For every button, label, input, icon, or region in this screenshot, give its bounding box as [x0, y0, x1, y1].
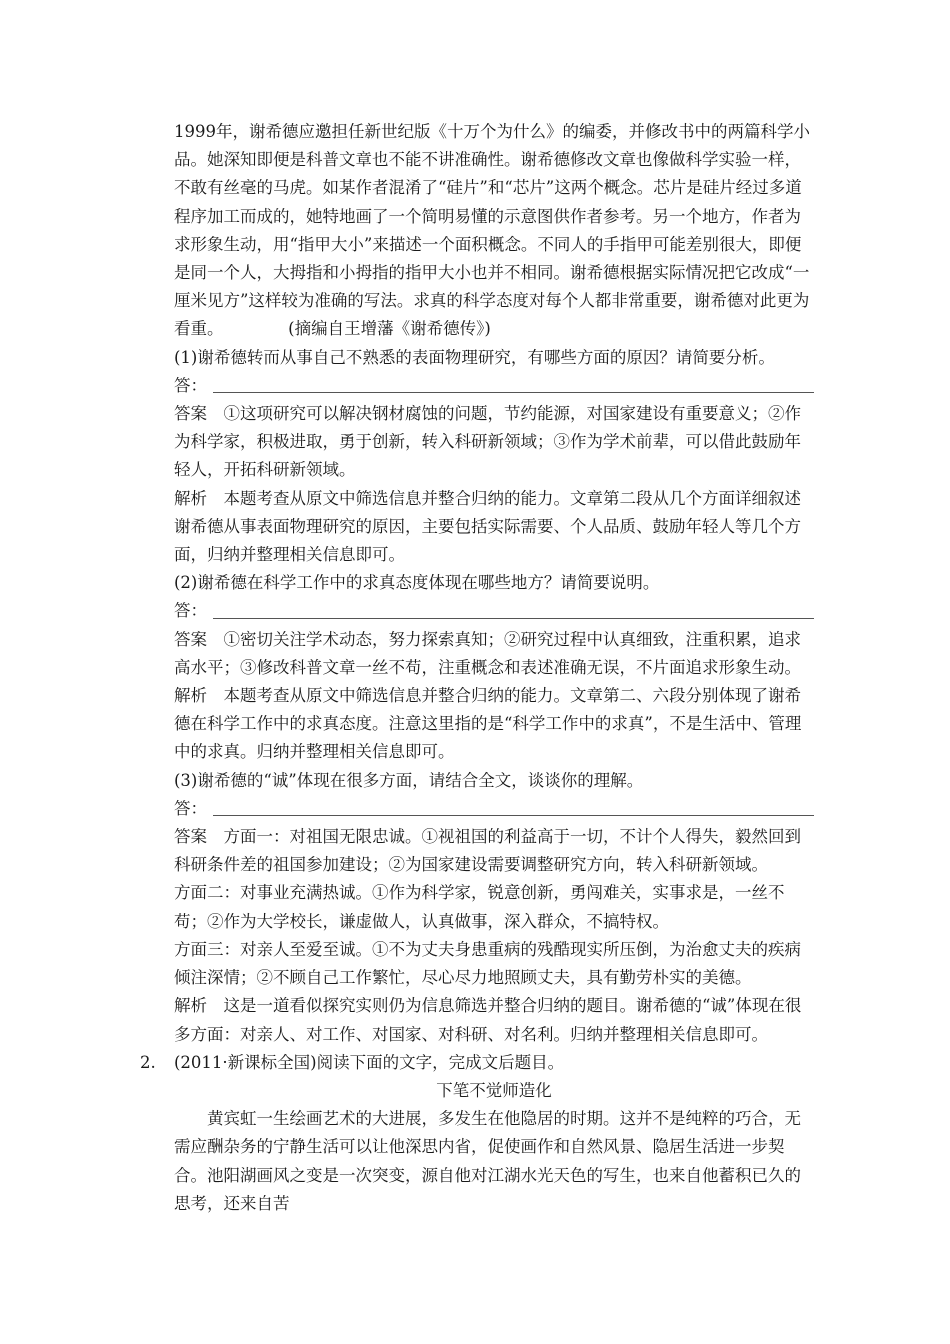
answer-3-aspect-2: 方面二：对事业充满热诚。①作为科学家，锐意创新，勇闯难关，实事求是，一丝不苟；②作为大学校长，谦虚做人，认真做事，深入群众，不搞特权。 [174, 883, 785, 931]
problem-2-instruction: (2011·新课标全国)阅读下面的文字，完成文后题目。 [174, 1052, 565, 1072]
answer-1: 答案 ①这项研究可以解决钢材腐蚀的问题，节约能源，对国家建设有重要意义；②作为科学家，积极进取，勇于创新，转入科研新领域；③作为学术前辈，可以借此鼓励年轻人，开拓科研新领域。 [174, 404, 801, 480]
answer-rule-3 [213, 814, 814, 816]
question-2: (2)谢希德在科学工作中的求真态度体现在哪些地方？请简要说明。 [174, 573, 660, 593]
answer-3-aspect-3: 方面三：对亲人至爱至诚。①不为丈夫身患重病的残酷现实所压倒，为治愈丈夫的疾病倾注深情；②不顾自己工作繁忙，尽心尽力地照顾丈夫，具有勤劳朴实的美德。 [174, 939, 801, 988]
question-3: (3)谢希德的“诚”体现在很多方面，请结合全文，谈谈你的理解。 [174, 770, 644, 790]
answer-prefix-2: 答： [174, 601, 207, 621]
answer-prefix-3: 答： [174, 798, 207, 818]
analysis-3: 解析 这是一道看似探究实则仍为信息筛选并整合归纳的题目。谢希德的“诚”体现在很多方面：对亲人、对工作、对国家、对科研、对名利。归纳并整理相关信息即可。 [174, 996, 802, 1044]
answer-blank-1 [174, 372, 814, 400]
analysis-2: 解析 本题考查从原文中筛选信息并整合归纳的能力。文章第二、六段分别体现了谢希德在科学工作中的求真态度。注意这里指的是“科学工作中的求真”，不是生活中、管理中的求真。归纳并整理相关信息即可。 [174, 686, 802, 762]
answer-3: 答案 方面一：对祖国无限忠诚。①视祖国的利益高于一切，不计个人得失，毅然回到科研条件差的祖国参加建设；②为国家建设需要调整研究方向，转入科研新领域。 [174, 827, 801, 875]
problem-2-prompt [140, 1049, 814, 1077]
problem-2-number: 2. [140, 1052, 156, 1072]
analysis-1: 解析 本题考查从原文中筛选信息并整合归纳的能力。文章第二段从几个方面详细叙述谢希德从事表面物理研究的原因，主要包括实际需要、个人品质、鼓励年轻人等几个方面，归纳并整理相关信息即可。 [174, 488, 801, 565]
answer-blank-3 [174, 795, 814, 823]
answer-rule-1 [213, 391, 814, 393]
passage-paragraph: 1999年，谢希德应邀担任新世纪版《十万个为什么》的编委，并修改书中的两篇科学小品。她深知即便是科普文章也不能不讲准确性。谢希德修改文章也像做科学实验一样，不敢有丝毫的马虎。如某作者混淆了“硅片”和“芯片”这两个概念。芯片是硅片经过多道程序加工而成的，她特地画了一个简明易懂的示意图供作者参考。另一个地方，作者为求形象生动，用“指甲大小”来描述一个面积概念。不同人的手指甲可能差别很大，即便是同一个人，大拇指和小拇指的指甲大小也并不相同。谢希德根据实际情况把它改成“一厘米见方”这样较为准确的写法。求真的科学态度对每个人都非常重要，谢希德对此更为看重。 [174, 122, 810, 339]
article-title: 下笔不觉师造化 [436, 1080, 552, 1100]
article-paragraph: 黄宾虹一生绘画艺术的大进展，多发生在他隐居的时期。这并不是纯粹的巧合，无需应酬杂务的宁静生活可以让他深思内省，促使画作和自然风景、隐居生活进一步契合。池阳湖画风之变是一次突变，源自他对江湖水光天色的写生，也来自他蓄积已久的思考，还来自苦 [174, 1109, 801, 1213]
answer-prefix-1: 答： [174, 375, 207, 395]
answer-2: 答案 ①密切关注学术动态，努力探索真知；②研究过程中认真细致，注重积累，追求高水平；③修改科普文章一丝不苟，注重概念和表述准确无误，不片面追求形象生动。 [174, 629, 801, 677]
question-1: (1)谢希德转而从事自己不熟悉的表面物理研究，有哪些方面的原因？请简要分析。 [174, 347, 775, 367]
passage-source: (摘编自王增藩《谢希德传》) [288, 319, 491, 339]
answer-rule-2 [213, 617, 814, 619]
answer-blank-2 [174, 597, 814, 625]
document-body [140, 118, 814, 1218]
